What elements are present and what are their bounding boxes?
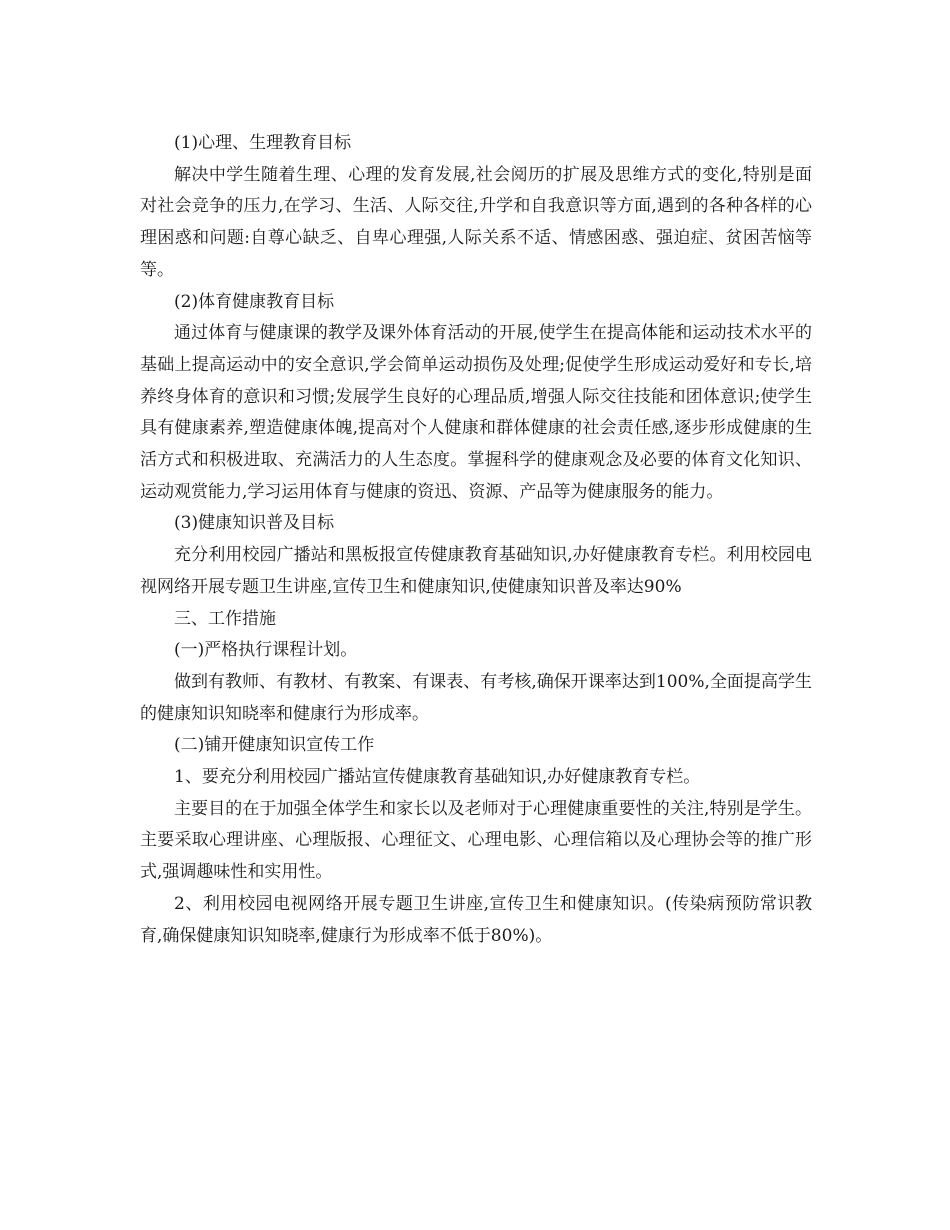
paragraph-psych-goals: 解决中学生随着生理、心理的发育发展,社会阅历的扩展及思维方式的变化,特别是面对社会竞争的压力,在学习、生活、人际交往,升学和自我意识等方面,遇到的各种各样的心理困惑和问题:自尊心缺乏、自卑心理强,人际关系不适、情感困惑、强迫症、贫困苦恼等等。 bbox=[140, 164, 812, 280]
paragraph-curriculum: 做到有教师、有教材、有教案、有课表、有考核,确保开课率达到100%,全面提高学生的健康知识知晓率和健康行为形成率。 bbox=[140, 671, 812, 724]
section-heading-measures: 三、工作措施 bbox=[174, 608, 276, 629]
subsection-heading-publicity: (二)铺开健康知识宣传工作 bbox=[174, 735, 375, 756]
subsection-heading-curriculum: (一)严格执行课程计划。 bbox=[174, 640, 358, 661]
section-heading-pe-goals: (2)体育健康教育目标 bbox=[174, 291, 335, 312]
document-page bbox=[140, 128, 812, 952]
section-heading-knowledge-goals: (3)健康知识普及目标 bbox=[174, 513, 335, 534]
paragraph-publicity-item-2: 2、利用校园电视网络开展专题卫生讲座,宣传卫生和健康知识。(传染病预防常识教育,确保健康知识知晓率,健康行为形成率不低于80%)。 bbox=[140, 893, 812, 946]
paragraph-publicity-item-1: 1、要充分利用校园广播站宣传健康教育基础知识,办好健康教育专栏。 bbox=[174, 767, 701, 788]
paragraph-publicity-purpose: 主要目的在于加强全体学生和家长以及老师对于心理健康重要性的关注,特别是学生。主要采取心理讲座、心理版报、心理征文、心理电影、心理信箱以及心理协会等的推广形式,强调趣味性和实用性。 bbox=[140, 798, 812, 883]
paragraph-knowledge-goals: 充分利用校园广播站和黑板报宣传健康教育基础知识,办好健康教育专栏。利用校园电视网络开展专题卫生讲座,宣传卫生和健康知识,使健康知识普及率达90% bbox=[140, 545, 812, 597]
section-heading-psych-goals: (1)心理、生理教育目标 bbox=[174, 133, 352, 153]
paragraph-pe-goals: 通过体育与健康课的教学及课外体育活动的开展,使学生在提高体能和运动技术水平的基础上提高运动中的安全意识,学会简单运动损伤及处理;促使学生形成运动爱好和专长,培养终身体育的意识和习惯;发展学生良好的心理品质,增强人际交往技能和团体意识;使学生具有健康素养,塑造健康体魄,提高对个人健康和群体健康的社会责任感,逐步形成健康的生活方式和积极进取、充满活力的人生态度。掌握科学的健康观念及必要的体育文化知识、运动观赏能力,学习运用体育与健康的资迅、资源、产品等为健康服务的能力。 bbox=[140, 323, 812, 502]
